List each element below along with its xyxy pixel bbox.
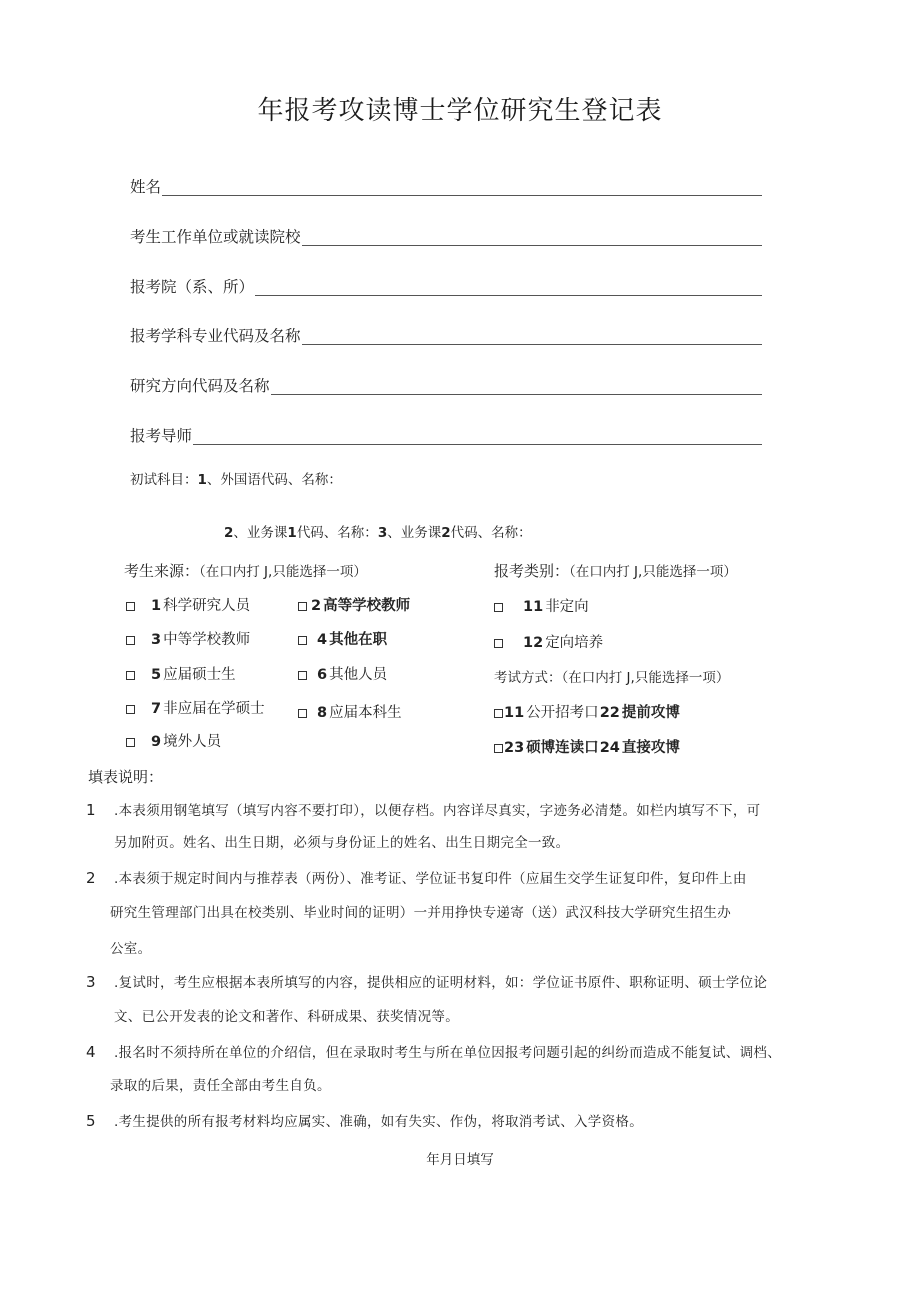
note-item-5: 5 .考生提供的所有报考材料均应属实、准确，如有失实、作伪，将取消考试、入学资格。 (86, 1112, 643, 1130)
source-option-5[interactable]: 5 应届硕士生 (126, 666, 236, 684)
notes-heading: 填表说明： (88, 768, 164, 786)
form-title: 年报考攻读博士学位研究生登记表 (257, 96, 663, 126)
note-item-2-cont: 公室。 (110, 941, 152, 957)
note-item-1: 1 .本表须用钢笔填写（填写内容不要打印），以便存档。内容详尽真实，字迹务必清楚。如栏内填写不下，可 (86, 801, 761, 819)
source-option-1[interactable]: 1 科学研究人员 (126, 597, 250, 615)
checkbox[interactable] (298, 709, 307, 718)
checkbox[interactable] (126, 738, 135, 747)
source-option-6[interactable]: 6 其他人员 (298, 666, 387, 684)
source-option-7[interactable]: 7 非应届在学硕士 (126, 700, 265, 718)
checkbox[interactable] (298, 636, 307, 645)
major-label: 报考学科专业代码及名称 (130, 327, 301, 345)
checkbox[interactable] (126, 602, 135, 611)
exam-subjects-line-2: 2、业务课1代码、名称：3、业务课2代码、名称： (224, 525, 532, 541)
exam-subjects-line-1: 初试科目：1、外国语代码、名称： (130, 472, 342, 488)
category-option-12[interactable]: 12 定向培养 (494, 634, 603, 652)
work-unit-field[interactable] (130, 224, 762, 246)
fill-date: 年月日填写 (426, 1152, 494, 1168)
department-label: 报考院（系、所） (130, 278, 255, 296)
checkbox[interactable] (126, 705, 135, 714)
department-field[interactable] (130, 274, 762, 296)
name-field[interactable] (130, 174, 762, 196)
supervisor-field[interactable] (130, 423, 762, 445)
checkbox[interactable] (494, 709, 503, 718)
source-heading: 考生来源：（在口内打 J,只能选择一项） (124, 562, 367, 580)
supervisor-label: 报考导师 (130, 427, 193, 445)
source-option-2[interactable]: 2 高等学校教师 (298, 597, 410, 615)
checkbox[interactable] (494, 603, 503, 612)
exam-method-row-2[interactable]: 23 硕博连读口 24 直接攻博 (494, 739, 680, 757)
note-item-3-cont: 文、已公开发表的论文和著作、科研成果、获奖情况等。 (114, 1009, 459, 1025)
supervisor-line[interactable] (193, 428, 762, 445)
major-line[interactable] (302, 328, 762, 345)
exam-method-heading: 考试方式：（在口内打 J,只能选择一项） (494, 670, 730, 686)
department-line[interactable] (255, 279, 762, 296)
note-item-2-cont: 研究生管理部门出具在校类别、毕业时间的证明）一并用挣快专递寄（送）武汉科技大学研究生招生办 (110, 905, 731, 921)
exam-method-row-1[interactable]: 11 公开招考口 22 提前攻博 (494, 704, 680, 722)
source-option-8[interactable]: 8 应届本科生 (298, 704, 402, 722)
research-direction-label: 研究方向代码及名称 (130, 377, 270, 395)
source-option-3[interactable]: 3 中等学校教师 (126, 631, 250, 649)
note-item-2: 2 .本表须于规定时间内与推荐表（两份）、准考证、学位证书复印件（应届生交学生证复印件，复印件上由 (86, 869, 747, 887)
research-direction-field[interactable] (130, 373, 762, 395)
category-heading: 报考类别：（在口内打 J,只能选择一项） (494, 562, 737, 580)
checkbox[interactable] (126, 636, 135, 645)
major-field[interactable] (130, 323, 762, 345)
note-item-4-cont: 录取的后果，责任全部由考生自负。 (110, 1078, 331, 1094)
work-unit-label: 考生工作单位或就读院校 (130, 228, 301, 246)
note-item-1-cont: 另加附页。姓名、出生日期，必须与身份证上的姓名、出生日期完全一致。 (114, 835, 570, 851)
checkbox[interactable] (298, 671, 307, 680)
research-direction-line[interactable] (271, 378, 762, 395)
source-option-9[interactable]: 9 境外人员 (126, 733, 221, 751)
work-unit-line[interactable] (302, 229, 762, 246)
note-item-3: 3 .复试时，考生应根据本表所填写的内容，提供相应的证明材料，如：学位证书原件、职称证明、硕士学位论 (86, 973, 768, 991)
checkbox[interactable] (126, 671, 135, 680)
source-option-4[interactable]: 4 其他在职 (298, 631, 387, 649)
note-item-4: 4 .报名时不须持所在单位的介绍信，但在录取时考生与所在单位因报考问题引起的纠纷而造成不能复试、调档、 (86, 1043, 781, 1061)
category-option-11[interactable]: 11 非定向 (494, 598, 589, 616)
checkbox[interactable] (298, 602, 307, 611)
checkbox[interactable] (494, 744, 503, 753)
checkbox[interactable] (494, 639, 503, 648)
name-line[interactable] (162, 179, 762, 196)
name-label: 姓名 (130, 178, 162, 196)
